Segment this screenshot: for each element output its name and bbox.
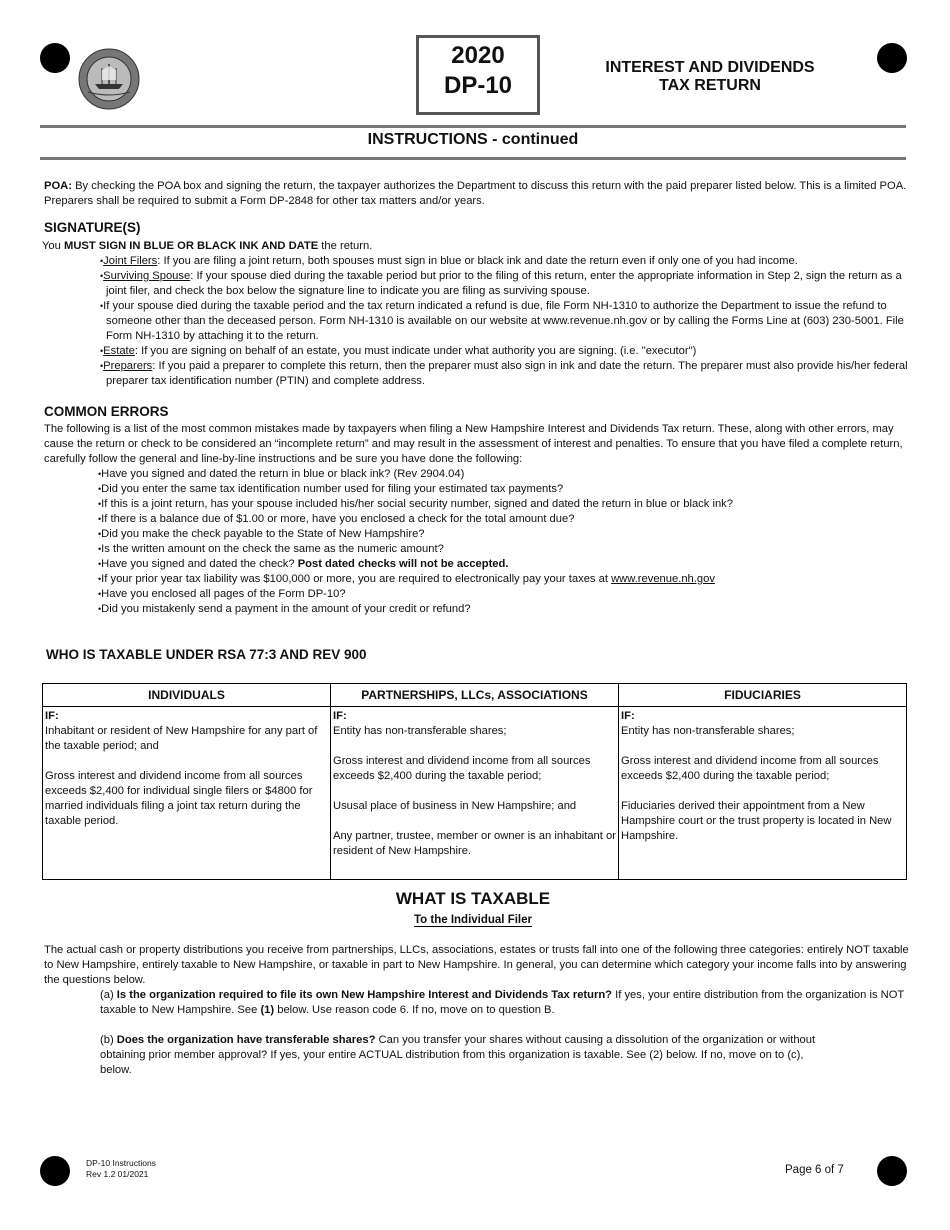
signature-item-label: Joint Filers	[103, 255, 158, 267]
cell-paragraph: Gross interest and dividend income from all sources exceeds $2,400 during the taxable period;	[621, 755, 879, 782]
poa-paragraph	[44, 179, 916, 209]
errors-item-epay	[98, 572, 910, 587]
header-rule-bottom	[40, 157, 906, 160]
table-header-row	[43, 684, 907, 707]
signature-heading: SIGNATURE(S)	[44, 220, 141, 235]
signature-body	[44, 239, 916, 389]
signature-item-joint	[103, 254, 916, 269]
signature-list	[44, 254, 916, 389]
errors-item: • Did you enter the same tax identification number used for filing your estimated tax payments?	[98, 482, 910, 497]
col-header-partnerships: PARTNERSHIPS, LLCs, ASSOCIATIONS	[331, 684, 619, 707]
who-heading: WHO IS TAXABLE UNDER RSA 77:3 AND REV 900	[46, 647, 367, 662]
form-id-box	[416, 35, 540, 115]
question-b-label: (b)	[100, 1034, 117, 1046]
cell-paragraph: Entity has non-transferable shares;	[621, 725, 795, 737]
what-intro: The actual cash or property distributions you receive from partnerships, LLCs, associations, estates or trusts fall into one of the following three categories: entirely NOT taxable to New Hampshire, entirely taxable to New Hampshire, or taxable in part to New Hampshire. In general, you can determine which category your income falls into by answering the questions below.	[44, 944, 909, 986]
question-a	[44, 988, 916, 1018]
errors-check-bold: Post dated checks will not be accepted.	[297, 558, 509, 570]
section-title: INSTRUCTIONS - continued	[367, 131, 579, 148]
footer-line2: Rev 1.2 01/2021	[86, 1169, 149, 1179]
question-a-text1: If yes, your entire distribution from the organization is NOT taxable to New Hampshire. See	[100, 989, 905, 1016]
question-b-text: Can you transfer your shares without causing a dissolution of the organization or without obtaining prior member approval? If yes, your entire ACTUAL distribution from this organization is taxable. See (2) below. If no, move on to (c), below.	[100, 1034, 816, 1076]
revenue-website-link[interactable]: www.revenue.nh.gov	[611, 573, 715, 585]
question-a-text2: below. Use reason code 6. If no, move on to question B.	[274, 1004, 555, 1016]
signature-intro-post: the return.	[318, 240, 373, 252]
registration-mark-bottom-right	[877, 1156, 907, 1186]
errors-item: • Did you mistakenly send a payment in the amount of your credit or refund?	[98, 602, 910, 617]
header-rule-top	[40, 125, 906, 128]
errors-intro: The following is a list of the most common mistakes made by taxpayers when filing a New Hampshire Interest and Dividends Tax return. These, along with other errors, may cause the return or check to be considered an “incomplete return” and may result in the assessment of interest and penalties. To ensure that you have filed a complete return, carefully follow the general and line-by-line instructions and be sure you have done the following:	[44, 423, 903, 465]
col-header-individuals: INDIVIDUALS	[43, 684, 331, 707]
errors-section	[44, 403, 916, 421]
state-seal-icon	[78, 48, 140, 110]
form-year: 2020	[451, 42, 505, 69]
errors-item-check	[98, 557, 910, 572]
col-header-fiduciaries: FIDUCIARIES	[619, 684, 907, 707]
signature-item-estate	[103, 344, 916, 359]
errors-list	[44, 467, 910, 617]
errors-item: • If this is a joint return, has your spouse included his/her social security number, signed and dated the return in blue or black ink?	[98, 497, 910, 512]
signature-section	[44, 219, 916, 237]
cell-individuals	[43, 707, 331, 880]
cell-partnerships	[331, 707, 619, 880]
signature-item-refund	[103, 299, 916, 344]
signature-item-text: : If you paid a preparer to complete this return, then the preparer must also sign in ink and date the return. The preparer must also provide his/her federal preparer tax identification number (PTIN) and complete address.	[106, 360, 908, 387]
errors-item: • If there is a balance due of $1.00 or more, have you enclosed a check for the total amount due?	[98, 512, 910, 527]
signature-item-text: : If your spouse died during the taxable period but prior to the filing of this return, enter the appropriate information in Step 2, sign the return as a joint filer, and check the box below the signature line to indicate you are filing as surviving spouse.	[106, 270, 902, 297]
errors-item: • Have you signed and dated the return in blue or black ink? (Rev 2904.04)	[98, 467, 910, 482]
cell-if-label: IF:	[333, 710, 347, 722]
signature-item-text: : If you are signing on behalf of an estate, you must indicate under what authority you are signing. (i.e. "executor")	[134, 345, 697, 357]
cell-paragraph: Gross interest and dividend income from all sources exceeds $2,400 during the taxable period;	[333, 755, 591, 782]
poa-label: POA:	[44, 180, 72, 192]
footer-line1: DP-10 Instructions	[86, 1158, 156, 1168]
question-a-label: (a)	[100, 989, 117, 1001]
table-row	[43, 707, 907, 880]
cell-paragraph: Any partner, trustee, member or owner is an inhabitant or resident of New Hampshire.	[333, 830, 616, 857]
question-b	[44, 1033, 820, 1078]
signature-intro-bold: MUST SIGN IN BLUE OR BLACK INK AND DATE	[64, 240, 319, 252]
registration-mark-top-right	[877, 43, 907, 73]
form-title	[580, 59, 840, 95]
signature-item-text: If your spouse died during the taxable period and the tax return indicated a refund is due, file Form NH-1310 to authorize the Department to issue the refund to someone other than the deceased person. Form NH-1310 is available on our website at www.revenue.nh.gov or by calling the Forms Line at (603) 230-5001. File Form NH-1310 by attaching it to the return.	[103, 300, 904, 342]
signature-item-label: Preparers	[103, 360, 153, 372]
what-subheading: To the Individual Filer	[414, 914, 532, 926]
question-a-bold: Is the organization required to file its own New Hampshire Interest and Dividends Tax return?	[116, 989, 613, 1001]
poa-text: By checking the POA box and signing the return, the taxpayer authorizes the Department to discuss this return with the paid preparer listed below. This is a limited POA. Preparers shall be required to submit a Form DP-2848 for other tax matters and/or years.	[44, 180, 907, 207]
signature-item-label: Surviving Spouse	[103, 270, 191, 282]
cell-fiduciaries	[619, 707, 907, 880]
signature-item-label: Estate	[103, 345, 135, 357]
errors-body	[44, 422, 910, 617]
page-number: Page 6 of 7	[785, 1164, 844, 1176]
cell-paragraph: Gross interest and dividend income from all sources exceeds $2,400 for individual single filers or $4800 for married individuals filing a joint tax return during the taxable period.	[45, 770, 313, 827]
registration-mark-top-left	[40, 43, 70, 73]
cell-paragraph: Inhabitant or resident of New Hampshire for any part of the taxable period; and	[45, 725, 318, 752]
question-a-ref: (1)	[260, 1004, 275, 1016]
cell-paragraph: Ususal place of business in New Hampshire; and	[333, 800, 577, 812]
footer-revision	[86, 1158, 156, 1180]
errors-item: • Is the written amount on the check the same as the numeric amount?	[98, 542, 910, 557]
what-heading: WHAT IS TAXABLE	[395, 889, 551, 908]
signature-intro-pre: You	[42, 240, 64, 252]
who-taxable-table	[42, 683, 907, 880]
cell-if-label: IF:	[621, 710, 635, 722]
registration-mark-bottom-left	[40, 1156, 70, 1186]
cell-paragraph: Entity has non-transferable shares;	[333, 725, 507, 737]
form-number: DP-10	[443, 72, 513, 99]
form-title-line2: TAX RETURN	[659, 77, 761, 94]
signature-item-surviving	[103, 269, 916, 299]
errors-heading: COMMON ERRORS	[44, 404, 169, 419]
what-body	[44, 943, 916, 1078]
signature-item-preparers	[103, 359, 916, 389]
errors-check-text: Have you signed and dated the check?	[101, 558, 298, 570]
errors-item: • Have you enclosed all pages of the Form DP-10?	[98, 587, 910, 602]
errors-epay-text: If your prior year tax liability was $100,000 or more, you are required to electronically pay your taxes at	[101, 573, 612, 585]
who-section	[46, 646, 918, 664]
what-subheading-wrap	[40, 913, 906, 928]
cell-if-label: IF:	[45, 710, 59, 722]
cell-paragraph: Fiduciaries derived their appointment from a New Hampshire court or the trust property is located in New Hampshire.	[621, 800, 892, 842]
signature-item-text: : If you are filing a joint return, both spouses must sign in blue or black ink and date the return even if only one of you had income.	[157, 255, 798, 267]
question-b-bold: Does the organization have transferable shares?	[116, 1034, 376, 1046]
form-title-line1: INTEREST AND DIVIDENDS	[605, 59, 815, 76]
errors-item: • Did you make the check payable to the State of New Hampshire?	[98, 527, 910, 542]
